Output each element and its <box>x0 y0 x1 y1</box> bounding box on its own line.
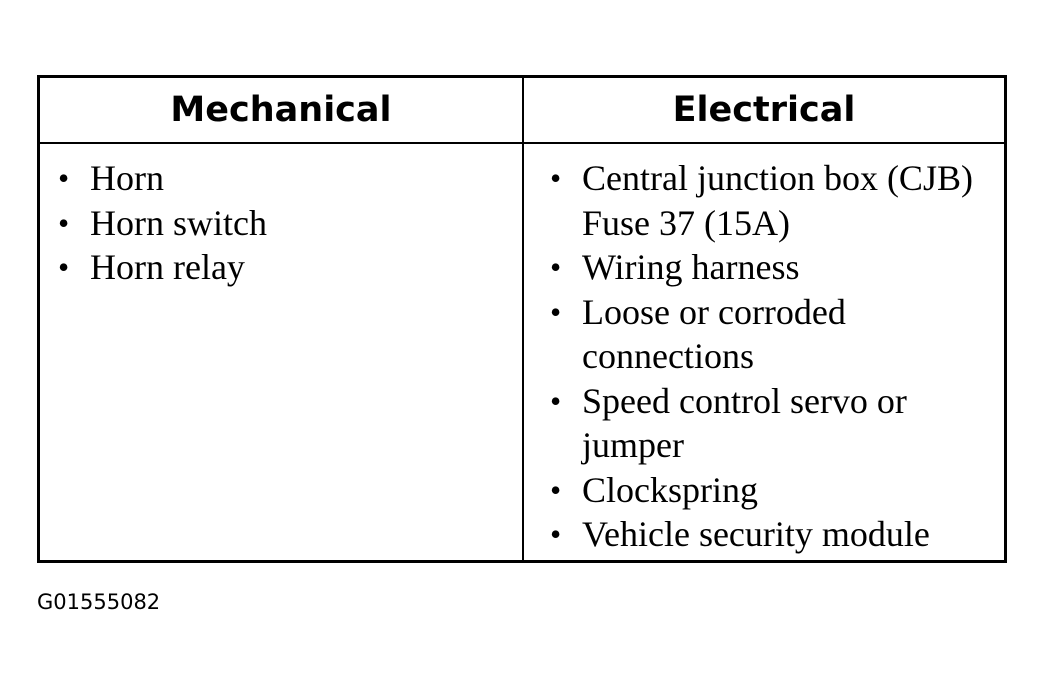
list-item-text: Central junction box (CJB) Fuse 37 (15A) <box>582 158 973 243</box>
bullet-icon: • <box>58 249 70 285</box>
electrical-cell <box>524 144 1004 560</box>
list-item-text: Horn switch <box>90 202 267 243</box>
list-item-text: Wiring harness <box>582 247 800 287</box>
bullet-icon: • <box>550 293 562 330</box>
list-item-text: Loose or corroded connections <box>582 291 846 376</box>
header-mechanical: Mechanical <box>40 78 524 142</box>
bullet-icon: • <box>550 471 562 508</box>
bullet-icon: • <box>58 160 70 196</box>
visual-inspection-table <box>37 75 1007 563</box>
list-item-text: Horn relay <box>90 247 245 287</box>
list-item <box>58 156 522 201</box>
table-header-row <box>40 78 1004 144</box>
list-item-text: Clockspring <box>582 469 758 510</box>
list-item <box>550 245 1004 290</box>
table-body-row <box>40 144 1004 560</box>
mechanical-cell <box>40 144 524 560</box>
electrical-list <box>550 156 1004 557</box>
bullet-icon: • <box>550 382 562 419</box>
list-item <box>550 468 1004 513</box>
list-item-text: Horn <box>90 158 164 198</box>
figure-code: G01555082 <box>37 590 161 614</box>
bullet-icon: • <box>58 204 70 241</box>
list-item <box>58 201 522 246</box>
list-item <box>550 379 1004 468</box>
mechanical-list <box>58 156 522 290</box>
list-item <box>550 512 1004 557</box>
bullet-icon: • <box>550 516 562 552</box>
list-item <box>550 290 1004 379</box>
list-item-text: Speed control servo or jumper <box>582 380 907 465</box>
list-item-text: Vehicle security module <box>582 514 930 554</box>
header-electrical: Electrical <box>672 90 856 130</box>
bullet-icon: • <box>550 160 562 196</box>
list-item <box>550 156 1004 245</box>
bullet-icon: • <box>550 249 562 285</box>
list-item <box>58 245 522 290</box>
